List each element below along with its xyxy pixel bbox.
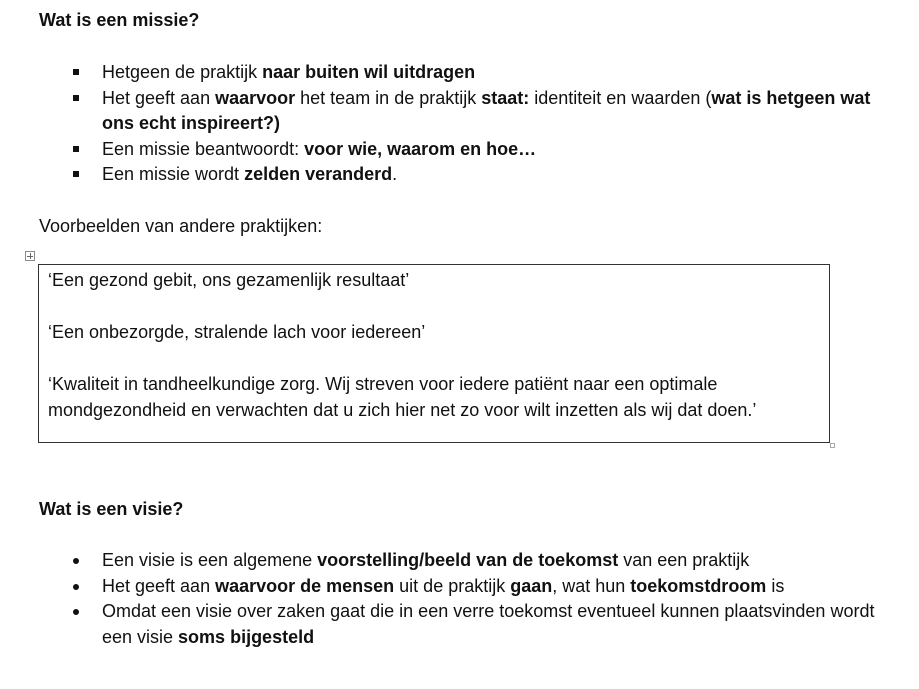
- vision-bullet: [0, 574, 880, 600]
- example-quote: ‘Een gezond gebit, ons gezamenlijk resultaat’: [48, 270, 410, 290]
- mission-heading: Wat is een missie?: [39, 10, 200, 30]
- text-run: Een missie beantwoordt:: [102, 138, 305, 159]
- vision-heading: Wat is een visie?: [39, 499, 184, 519]
- text-run: Omdat een visie over zaken gaat die in een verre toekomst eventueel kunnen plaatsvinden wordt een visie: [102, 601, 875, 647]
- text-run: van een praktijk: [618, 550, 750, 570]
- mission-bullet: [0, 86, 880, 137]
- text-run: Een missie wordt: [102, 164, 245, 184]
- table-move-handle-icon[interactable]: [25, 251, 35, 261]
- mission-bullet: [0, 60, 880, 86]
- bold-text-run: waarvoor: [215, 87, 296, 108]
- table-resize-handle-icon[interactable]: [830, 443, 835, 448]
- example-quote: ‘Een onbezorgde, stralende lach voor iedereen’: [48, 322, 426, 342]
- bold-text-run: toekomstdroom: [630, 575, 767, 596]
- text-run: Het geeft aan: [102, 87, 216, 108]
- bold-text-run: staat:: [481, 87, 530, 108]
- vision-bullet: [0, 599, 880, 650]
- example-quote: ‘Kwaliteit in tandheelkundige zorg. Wij streven voor iedere patiënt naar een optimale mondgezondheid en verwachten dat u zich hier net zo voor wilt inzetten als wij dat doen.’: [48, 374, 757, 420]
- mission-bullet: [0, 162, 880, 188]
- mission-bullet-list: [0, 60, 880, 188]
- text-run: Het geeft aan: [102, 575, 216, 596]
- text-run: .: [392, 164, 398, 184]
- examples-intro: Voorbeelden van andere praktijken:: [39, 216, 323, 236]
- text-run: uit de praktijk: [394, 575, 511, 596]
- text-run: , wat hun: [552, 575, 631, 596]
- bold-text-run: voor wie, waarom en hoe…: [304, 138, 537, 159]
- text-run: identiteit en waarden (: [529, 87, 712, 108]
- vision-bullet-list: [0, 548, 880, 650]
- text-run: is: [766, 575, 785, 596]
- examples-quote-table[interactable]: [38, 264, 830, 443]
- bold-text-run: soms bijgesteld: [178, 626, 315, 647]
- mission-bullet: [0, 137, 880, 163]
- text-run: Hetgeen de praktijk: [102, 62, 263, 82]
- text-run: Een visie is een algemene: [102, 550, 318, 570]
- bold-text-run: waarvoor de mensen: [215, 575, 395, 596]
- bold-text-run: wat is hetgeen wat ons echt inspireert?): [102, 87, 871, 133]
- bold-text-run: voorstelling/beeld van de toekomst: [317, 550, 619, 570]
- bold-text-run: naar buiten wil uitdragen: [262, 62, 476, 82]
- bold-text-run: zelden veranderd: [244, 164, 393, 184]
- text-run: het team in de praktijk: [295, 87, 482, 108]
- bold-text-run: gaan: [510, 575, 553, 596]
- vision-bullet: [0, 548, 880, 574]
